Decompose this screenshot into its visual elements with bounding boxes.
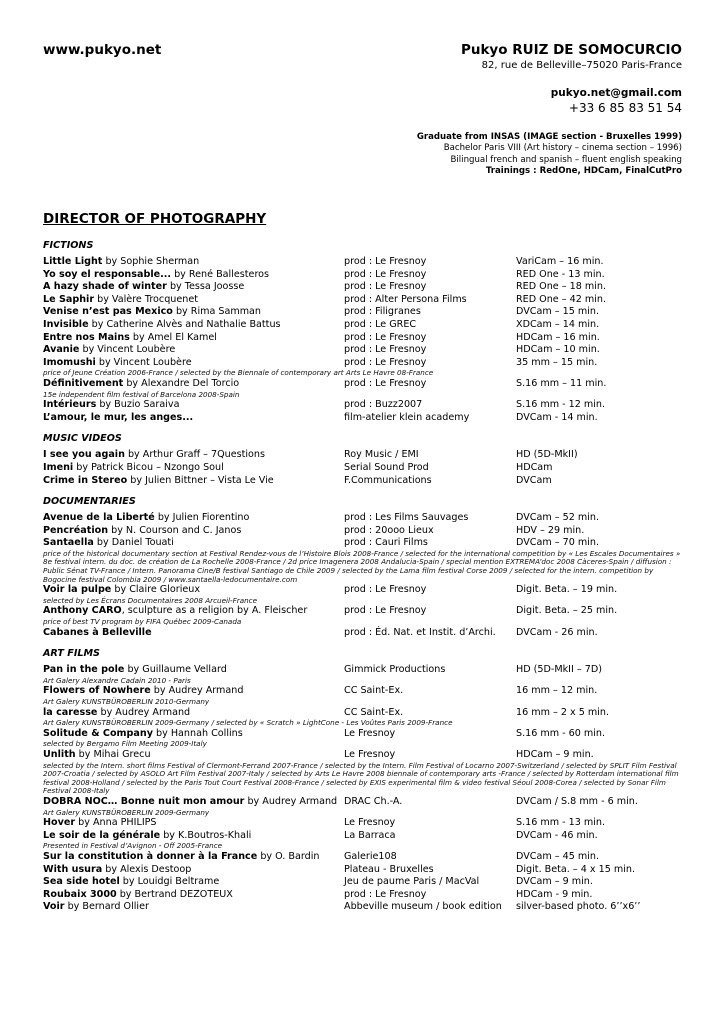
film-title: Voir [43,901,65,913]
film-director: by Alexandre Del Torcio [123,377,240,389]
film-entry [43,817,683,830]
film-note: price of best TV program by FIFA Québec 2009-Canada [43,617,242,627]
email-link[interactable]: pukyo.net@gmail.com [550,87,682,99]
film-title: Little Light [43,256,103,267]
film-format: 16 mm – 2 x 5 min. [516,706,610,718]
film-production: Serial Sound Prod [344,461,429,473]
film-director: by Claire Glorieux [111,584,201,596]
film-title-line [43,512,249,525]
film-production: prod : 20ooo Lieux [344,524,434,536]
film-title-line [43,901,149,914]
film-format: RED One – 42 min. [516,293,606,305]
film-entry [43,294,683,307]
film-title-line [43,830,251,843]
film-director: by Sophie Sherman [102,256,200,267]
film-entry [43,462,683,475]
education-line: Bachelor Paris VIII (Art history – cinema section – 1996) [443,143,682,154]
film-format: DVCam - 14 min. [516,411,598,423]
film-format: 35 mm – 15 min. [516,356,598,368]
film-production: CC Saint-Ex. [344,685,404,697]
film-director: by Julien Bittner – Vista Le Vie [127,474,274,486]
film-title-line [43,412,193,425]
film-director: by Vincent Loubère [95,356,192,368]
film-note: Art Galery KUNSTBÜROBERLIN 2009-Germany / selected by « Scratch » LightCone - Les Voûtes Paris 2009-France [43,718,453,728]
film-note: price of Jeune Création 2006-France / selected by the Biennale of contemporary art Arts Le Havre 08-France [43,368,434,378]
film-title: Le soir de la générale [43,829,161,841]
film-format: DVCam - 46 min. [516,829,598,841]
film-title-line [43,269,269,282]
film-note: Art Galery KUNSTBÜROBERLIN 2009-Germany [43,807,210,817]
person-name: Pukyo RUIZ DE SOMOCURCIO [460,42,682,58]
film-title: Venise n’est pas Mexico [43,306,173,318]
film-format: S.16 mm – 11 min. [516,377,607,389]
film-entry [43,269,683,282]
film-production: prod : Le Fresnoy [344,344,427,356]
film-title: Entre nos Mains [43,331,130,343]
film-title-line [43,256,199,269]
film-production: prod : Le Fresnoy [344,584,427,596]
film-title-line [43,889,233,902]
film-director: by Bertrand DEZOTEUX [116,888,233,900]
film-format: silver-based photo. 6’’x6’’ [516,901,641,913]
film-title: Voir la pulpe [43,584,112,596]
film-title: la caresse [43,706,98,718]
film-format: Digit. Beta. – 4 x 15 min. [516,863,636,875]
film-title-line [43,728,243,741]
film-director: by Audrey Armand [150,685,244,697]
film-title: Intérieurs [43,399,97,411]
website-link[interactable]: www.pukyo.net [43,42,162,58]
film-production: CC Saint-Ex. [344,706,404,718]
film-director: by Tessa Joosse [166,281,245,293]
film-entry [43,830,683,843]
film-director: by Audrey Armand [244,795,338,807]
section-gap [43,424,683,433]
film-format: HDCam – 10 min. [516,344,600,356]
film-entry [43,449,683,462]
film-production: La Barraca [344,829,396,841]
film-production: prod : Le Fresnoy [344,256,427,267]
film-director: by Amel El Kamel [129,331,217,343]
film-title: Avenue de la Liberté [43,512,155,524]
film-director: by Audrey Armand [97,706,191,718]
film-director: by Rima Samman [172,306,261,318]
film-production: Le Fresnoy [344,748,396,760]
film-title-line [43,449,265,462]
film-title: Pan in the pole [43,664,125,676]
section-heading: DIRECTOR OF PHOTOGRAPHY [43,211,267,227]
film-title-line [43,475,274,488]
film-production: Galerie108 [344,850,397,862]
film-entry [43,664,683,677]
film-director: by Hannah Collins [152,727,243,739]
film-director: by Catherine Alvès and Nathalie Battus [88,318,281,330]
film-note: Presented in Festival d’Avignon - Off 2005-France [43,841,223,851]
film-title-line [43,749,151,762]
film-title: Crime in Stereo [43,474,128,486]
film-production: prod : Filigranes [344,306,421,318]
film-entry [43,728,683,741]
film-entry [43,796,683,809]
film-title: Flowers of Nowhere [43,685,151,697]
film-director: by Daniel Touati [93,537,174,549]
film-entry [43,851,683,864]
film-production: prod : Alter Persona Films [344,293,467,305]
film-format: RED One – 18 min. [516,281,606,293]
section-gap [43,487,683,496]
film-production: Abbeville museum / book edition [344,901,502,913]
film-title: Hover [43,817,76,829]
film-format: S.16 mm - 12 min. [516,399,606,411]
film-title: Yo soy el responsable... [43,268,172,280]
film-production: prod : Cauri Films [344,537,428,549]
film-title-line [43,319,281,332]
film-production: Jeu de paume Paris / MacVal [344,876,480,888]
film-title: I see you again [43,449,125,461]
film-format: HDCam - 9 min. [516,888,593,900]
film-entry [43,901,683,914]
film-format: S.16 mm - 60 min. [516,727,606,739]
film-title-line [43,306,261,319]
film-title-line [43,605,307,618]
film-note: price of the historical documentary section at Festival Rendez-vous de l’Histoire Blois 2008-France / selected for the international competition by « Les Escales Documentaires » 8e festival intern. du doc. de création de La Rochelle 2008-France / 2d price Imagenera 2008 Andalucia-Spain / special mention EXTREMA’doc 2008 Càceres-Spain / diffusion : Public Sénat TV-France / Intern. Panorama Cine/B festival Santiago de Chile 2009 / selected by the Lama film festival Corse 2009 / selected for the intern. competition by Bogocine festival Colombia 2009 / www.santaella-ledocumentaire.com [43,548,681,584]
film-title-line [43,462,224,475]
film-title: Imeni [43,461,74,473]
film-production: prod : Le GREC [344,318,417,330]
film-title-line [43,332,217,345]
film-entry [43,344,683,357]
film-production: prod : Le Fresnoy [344,888,427,900]
film-production: Le Fresnoy [344,817,396,829]
film-title: Imomushi [43,356,96,368]
film-entry [43,475,683,488]
film-director: by O. Bardin [257,850,320,862]
film-title: DOBRA NOC… Bonne nuit mon amour [43,795,245,807]
category-title: FICTIONS [43,240,94,251]
film-director: , sculpture as a religion by A. Fleischer [121,605,308,617]
film-note: selected by the Intern. short films Festival of Clermont-Ferrand 2007-France / selected by the Intern. Film Festival of Locarno 2007-Switzerland / selected by SPLIT Film Festival 2007-Croatia / selected by ASOLO Art Film Festival 2007-Italy / selected by Arts Le Havre 2008 biennale of contemporary arts -France / selected by Rotterdam international film festival 2008-Holland / selected by the Paris Tout Court Festival 2008-France / selected by EXIS experimental film & video festival Séoul 2008-Corea / selected by Sonar Film Festival 2008-Italy [43,760,679,796]
film-director: by Anna PHILIPS [75,817,157,829]
film-format: DVCam [516,474,552,486]
film-entry [43,605,683,618]
film-production: Roy Music / EMI [344,449,419,461]
film-title-line [43,344,175,357]
film-title: Pencréation [43,524,109,536]
film-entry [43,864,683,877]
phone-number: +33 6 85 83 51 54 [568,101,682,115]
film-entry [43,412,683,425]
film-director: by Julien Fiorentino [154,512,250,524]
film-title-line [43,817,157,830]
film-production: prod : Le Fresnoy [344,377,427,389]
film-format: S.16 mm - 13 min. [516,817,606,829]
film-entry [43,256,683,269]
film-title-line [43,685,243,698]
film-production: prod : Buzz2007 [344,399,423,411]
film-director: by Patrick Bicou – Nzongo Soul [73,461,224,473]
education-line: Trainings : RedOne, HDCam, FinalCutPro [485,166,682,177]
film-title-line [43,851,319,864]
film-title: Définitivement [43,377,124,389]
film-format: DVCam – 52 min. [516,512,599,524]
film-director: by Valère Trocquenet [94,293,199,305]
film-entry [43,281,683,294]
film-production: prod : Le Fresnoy [344,605,427,617]
film-director: by Louidgi Beltrame [119,876,220,888]
film-entry [43,685,683,698]
film-title: Avanie [43,344,80,356]
film-title: Le Saphir [43,293,95,305]
education-line: Graduate from INSAS (IMAGE section - Bruxelles 1999) [416,132,682,142]
film-format: DVCam – 45 min. [516,850,599,862]
film-director: by Buzio Saraiva [96,399,180,411]
film-format: DVCam – 70 min. [516,537,599,549]
film-director: by René Ballesteros [171,268,270,280]
contact-block [417,42,682,178]
film-format: Digit. Beta. – 19 min. [516,584,618,596]
film-title: L’amour, le mur, les anges... [43,411,194,423]
film-production: Gimmick Productions [344,664,446,676]
film-format: DVCam – 9 min. [516,876,593,888]
film-note: Art Galery Alexandre Cadain 2010 - Paris [43,675,191,685]
filmography [43,240,683,914]
film-title: Invisible [43,318,89,330]
film-title-line [43,294,198,307]
film-format: DVCam – 15 min. [516,306,599,318]
address: 82, rue de Belleville–75020 Paris-France [481,60,682,71]
film-title-line [43,864,191,877]
film-director: by Guillaume Vellard [124,664,227,676]
film-title-line [43,537,174,550]
film-entry [43,399,683,412]
film-format: XDCam – 14 min. [516,318,600,330]
film-production: DRAC Ch.-A. [344,795,403,807]
education-block [417,132,682,178]
film-director: by Alexis Destoop [102,863,192,875]
film-format: HDCam – 16 min. [516,331,600,343]
film-entry [43,332,683,345]
film-production: prod : Le Fresnoy [344,281,427,293]
film-production: Le Fresnoy [344,727,396,739]
film-title-line [43,664,227,677]
category-title: MUSIC VIDEOS [43,433,122,445]
film-title: Sur la constitution à donner à la France [43,850,258,862]
film-entry [43,627,683,640]
film-production: Plateau - Bruxelles [344,863,434,875]
film-format: HD (5D-MkII) [516,449,578,461]
film-director: by Mihai Grecu [75,748,151,760]
film-title: Cabanes à Belleville [43,626,152,638]
film-title-line [43,707,190,720]
film-entry [43,876,683,889]
film-title: With usura [43,863,103,875]
film-title: A hazy shade of winter [43,281,167,293]
film-director: by N. Courson and C. Janos [108,524,242,536]
film-title-line [43,281,244,294]
film-format: HDV – 29 min. [516,524,585,536]
category-title: ART FILMS [43,648,100,660]
film-entry [43,707,683,720]
film-title: Sea side hotel [43,876,120,888]
film-director: by Arthur Graff – 7Questions [124,449,265,461]
film-production: prod : Le Fresnoy [344,356,427,368]
film-format: RED One - 13 min. [516,268,605,280]
film-entry [43,378,683,391]
film-format: DVCam - 26 min. [516,626,598,638]
film-entry [43,584,683,597]
category-title: DOCUMENTARIES [43,496,136,508]
film-entry [43,512,683,525]
film-title: Anthony CARO [43,605,122,617]
film-format: HD (5D-MkII – 7D) [516,664,602,676]
film-entry [43,537,683,550]
film-title-line [43,399,179,412]
film-entry [43,749,683,762]
film-title-line [43,796,337,809]
film-director: by Vincent Loubère [79,344,176,356]
film-format: HDCam [516,461,553,473]
film-title-line [43,525,241,538]
film-title: Unlith [43,748,76,760]
film-note: Art Galery KUNSTBÜROBERLIN 2010-Germany [43,697,210,706]
film-entry [43,306,683,319]
film-entry [43,525,683,538]
film-production: prod : Les Films Sauvages [344,512,469,524]
film-format: 16 mm – 12 min. [516,685,598,697]
film-title-line [43,627,152,640]
film-format: Digit. Beta. – 25 min. [516,605,618,617]
film-title: Solitude & Company [43,727,153,739]
film-format: DVCam / S.8 mm - 6 min. [516,795,638,807]
film-title-line [43,357,192,370]
film-title-line [43,378,239,391]
film-production: film-atelier klein academy [344,411,470,423]
film-title-line [43,876,219,889]
film-title: Santaella [43,537,94,549]
film-title-line [43,584,200,597]
film-entry [43,319,683,332]
film-production: F.Communications [344,474,432,486]
section-gap [43,639,683,648]
film-director: by K.Boutros-Khali [160,829,252,841]
film-note: 15e independent film festival of Barcelona 2008-Spain [43,389,240,399]
film-entry [43,889,683,902]
film-note: selected by Bergamo Film Meeting 2009-Italy [43,739,207,749]
film-format: HDCam – 9 min. [516,748,594,760]
film-production: prod : Le Fresnoy [344,331,427,343]
education-line: Bilingual french and spanish – fluent english speaking [450,154,682,165]
film-entry [43,357,683,370]
film-production: prod : Le Fresnoy [344,268,427,280]
film-title: Roubaix 3000 [43,888,117,900]
film-format: VariCam – 16 min. [516,256,604,267]
film-production: prod : Éd. Nat. et Instit. d’Archi. [344,626,496,638]
film-director: by Bernard Ollier [64,901,149,913]
film-note: selected by Les Écrans Documentaires 2008 Arcueil-France [43,595,258,605]
